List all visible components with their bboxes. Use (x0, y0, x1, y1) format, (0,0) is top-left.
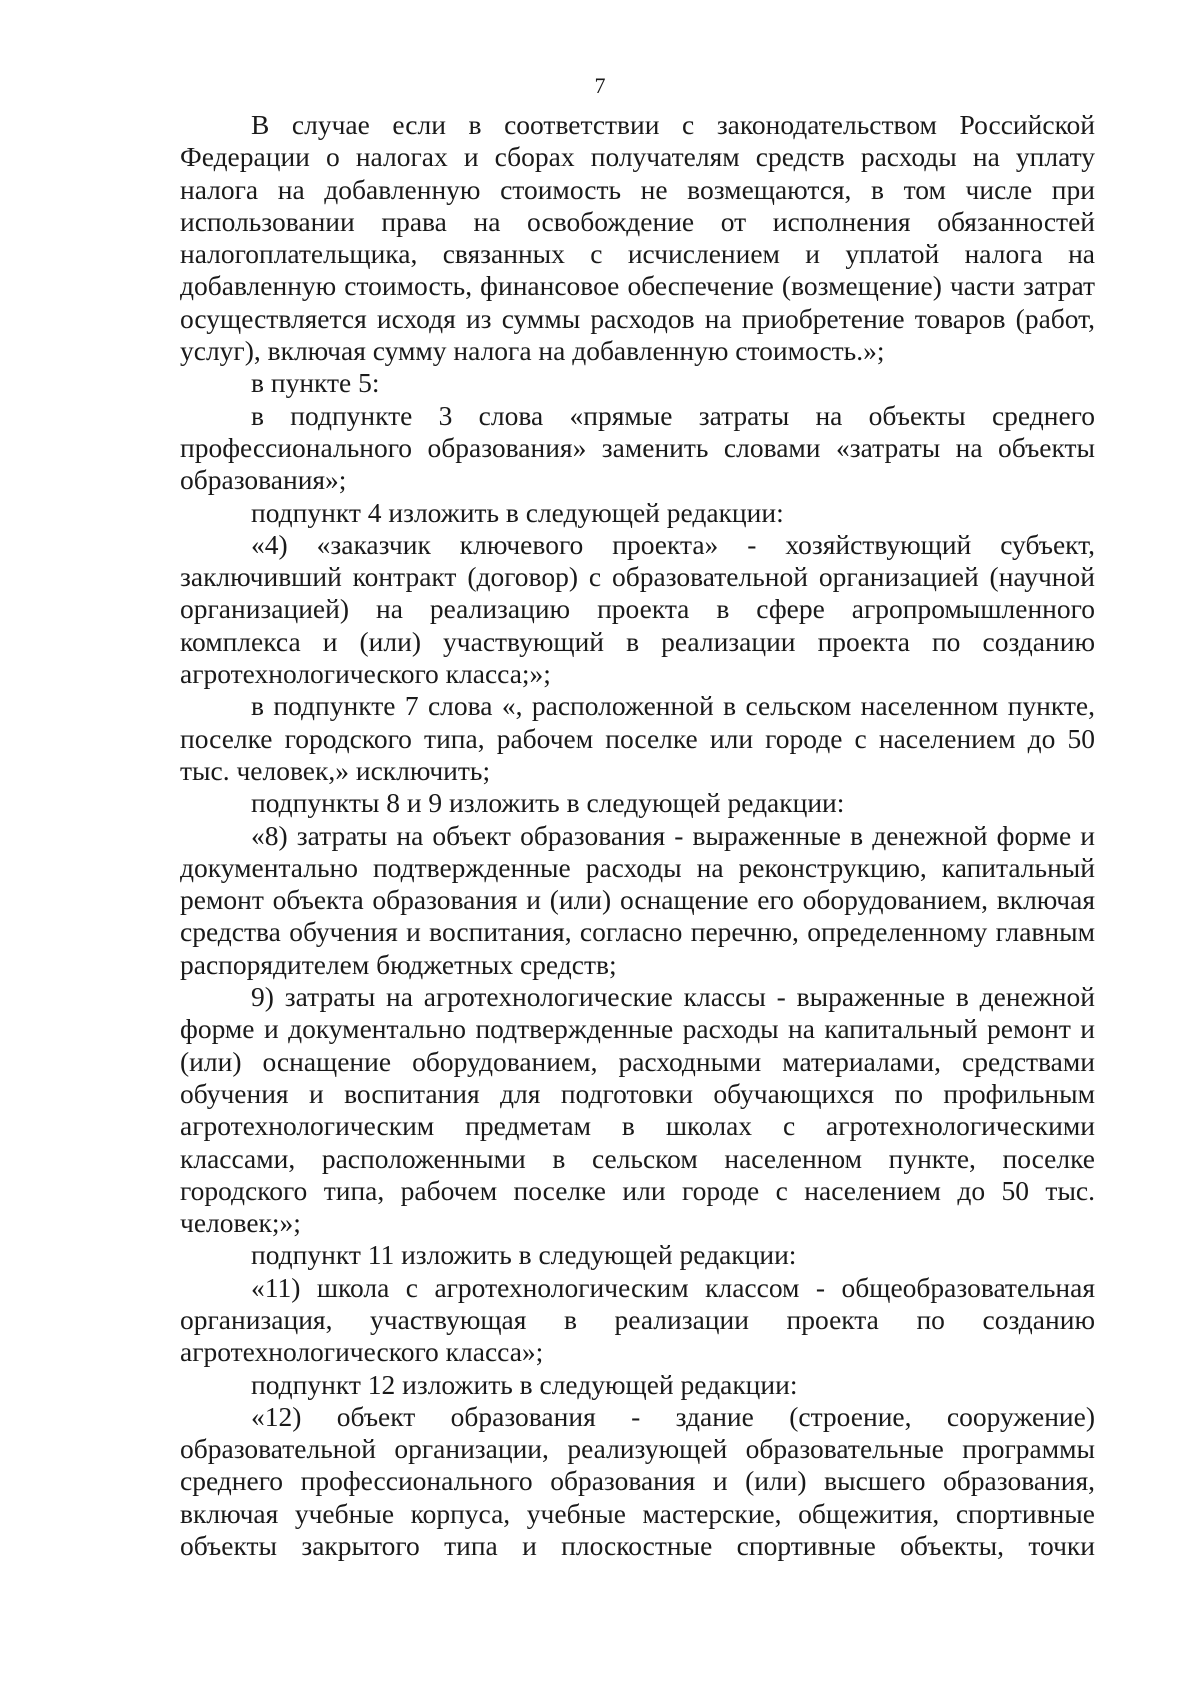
paragraph-subpoint-9-text: 9) затраты на агротехнологические классы - выраженные в денежной форме и документально подтвержденные расходы на капитальный ремонт и (или) оснащение оборудованием, расходными материалами, средствами обучения и воспитания для подготовки обучающихся по профильным агротехнологическим предметам в школах с агротехнологическими классами, расположенными в сельском населенном пункте, поселке городского типа, рабочем поселке или городе с населением до 50 тыс. человек;»; (180, 981, 1095, 1239)
paragraph-subpoint-11-text: «11) школа с агротехнологическим классом - общеобразовательная организация, участвующая в реализации проекта по созданию агротехнологического класса»; (180, 1271, 1095, 1368)
paragraph-subpoint-12-intro: подпункт 12 изложить в следующей редакции: (251, 1368, 798, 1400)
paragraph-subpoint-4-text: «4) «заказчик ключевого проекта» - хозяйствующий субъект, заключивший контракт (договор) с образовательной организацией (научной организацией) на реализацию проекта в сфере агропромышленного комплекса и (или) участвующий в реализации проекта по созданию агротехнологического класса;»; (180, 528, 1095, 690)
paragraph-subpoint-7-change: в подпункте 7 слова «, расположенной в сельском населенном пункте, поселке городского типа, рабочем поселке или городе с населением до 50 тыс. человек,» исключить; (180, 690, 1095, 786)
paragraph-subpoints-8-9-intro: подпункты 8 и 9 изложить в следующей редакции: (251, 787, 845, 819)
paragraph-subpoint-8-text: «8) затраты на объект образования - выраженные в денежной форме и документально подтвержденные расходы на реконструкцию, капитальный ремонт объекта образования и (или) оснащение его оборудованием, включая средства обучения и воспитания, согласно перечню, определенному главным распорядителем бюджетных средств; (180, 819, 1095, 980)
paragraph-subpoint-11-intro: подпункт 11 изложить в следующей редакции: (251, 1239, 797, 1271)
paragraph-subpoint-12-text: «12) объект образования - здание (строение, сооружение) образовательной организации, реализующей образовательные программы среднего профессионального образования и (или) высшего образования, включая учебные корпуса, учебные мастерские, общежития, спортивные объекты закрытого типа и плоскостные спортивные объекты, точки (180, 1400, 1095, 1562)
paragraph-subpoint-4-intro: подпункт 4 изложить в следующей редакции: (251, 496, 784, 528)
page-number: 7 (594, 73, 606, 98)
paragraph-point-5: в пункте 5: (251, 367, 380, 399)
paragraph-vat-expenses: В случае если в соответствии с законодательством Российской Федерации о налогах и сборах получателям средств расходы на уплату налога на добавленную стоимость не возмещаются, в том числе при использовании права на освобождение от исполнения обязанностей налогоплательщика, связанных с исчислением и уплатой налога на добавленную стоимость, финансовое обеспечение (возмещение) части затрат осуществляется исходя из суммы расходов на приобретение товаров (работ, услуг), включая сумму налога на добавленную стоимость.»; (180, 109, 1095, 367)
paragraph-subpoint-3-change: в подпункте 3 слова «прямые затраты на объекты среднего профессионального образования» заменить словами «затраты на объекты образования»; (180, 399, 1095, 496)
document-body (180, 109, 1095, 1562)
